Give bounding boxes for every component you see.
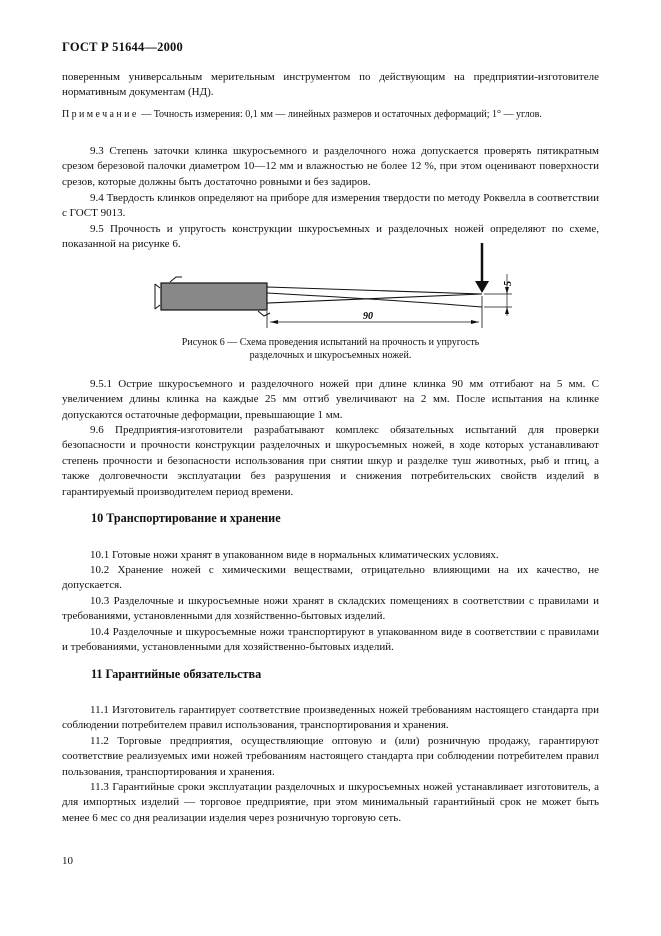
note-label: Примечание: [62, 109, 139, 120]
section-11-heading: 11 Гарантийные обязательства: [91, 667, 262, 681]
paragraph-9-5-1: 9.5.1 Острие шкуросъемного и разделочного ножей при длине клинка 90 мм отгибают на 5 мм. С увеличением длины клинка на каждые 25 мм отгиб увеличивают на 2 мм. После испытания на клинке допускаются остаточные деформации, превышающие 1 мм.: [62, 378, 599, 421]
paragraph-continuation: поверенным универсальным мерительным инструментом по действующим на предприятии-изготовителе нормативным документам (НД).: [62, 71, 599, 99]
paragraph-11-3: 11.3 Гарантийные сроки эксплуатации разделочных и шкуросъемных ножей устанавливает изготовитель, а для импортных изделий — торговое предприятие, при этом минимальный гарантийный срок не может быть менее 6 мес со дня реализации изделия через розничную торговую сеть.: [62, 781, 599, 824]
knife-handle: [161, 283, 267, 310]
page-number: 10: [62, 855, 73, 867]
paragraph-11-1: 11.1 Изготовитель гарантирует соответствие произведенных ножей требованиям настоящего стандарта при соблюдении потребителем правил использования, транспортирования и хранения.: [62, 704, 599, 732]
paragraph-11-2: 11.2 Торговые предприятия, осуществляющие оптовую и (или) розничную продажу, гарантируют соответствие реализуемых ими ножей требованиям настоящего стандарта при соблюдении потребителем правил пользования, транспортирования и хранения.: [62, 735, 599, 778]
dimension-90-label: 90: [363, 311, 373, 322]
figure-caption-line-1: Рисунок 6 — Схема проведения испытаний на прочность и упругость: [181, 337, 480, 348]
paragraph-9-3: 9.3 Степень заточки клинка шкуросъемного и разделочного ножа допускается проверять пятикратным срезом березовой палочки диаметром 10—12 мм и влажностью не более 12 %, при этом оценивают поверхности срезов, которые должны быть достаточно ровными и без задиров.: [62, 145, 599, 188]
clamp-left: [155, 284, 160, 309]
paragraph-9-5: 9.5 Прочность и упругость конструкции шкуросъемных и разделочных ножей определяют по схеме, показанной на рисунке 6.: [62, 223, 599, 251]
force-arrow-head: [475, 281, 489, 293]
paragraph-10-4: 10.4 Разделочные и шкуросъемные ножи транспортируют в упакованном виде в соответствии с правилами и требованиями, установленными для хозяйственно-бытовых изделий.: [62, 626, 599, 654]
note-text: — Точность измерения: 0,1 мм — линейных размеров и остаточных деформаций; 1° — углов.: [138, 109, 542, 120]
figure-6-diagram: [140, 240, 530, 330]
figure-caption-line-2: разделочных и шкуросъемных ножей.: [249, 350, 412, 361]
clamp-bottom: [258, 311, 270, 316]
paragraph-9-4: 9.4 Твердость клинков определяют на приборе для измерения твердости по методу Роквелла в соответствии с ГОСТ 9013.: [62, 192, 599, 220]
dimension-5-label: 5: [503, 281, 514, 286]
clamp-top: [170, 277, 182, 282]
paragraph-10-2: 10.2 Хранение ножей с химическими веществами, отрицательно влияющими на их качество, не допускается.: [62, 564, 599, 592]
note: [62, 107, 599, 122]
paragraph-10-3: 10.3 Разделочные и шкуросъемные ножи хранят в складских помещениях в соответствии с правилами и требованиями, установленными для хозяйственно-бытовых изделий.: [62, 595, 599, 623]
section-10-heading: 10 Транспортирование и хранение: [91, 511, 281, 525]
paragraph-10-1: 10.1 Готовые ножи хранят в упакованном виде в нормальных климатических условиях.: [90, 549, 499, 561]
document-header: ГОСТ Р 51644—2000: [62, 40, 183, 54]
paragraph-9-6: 9.6 Предприятия-изготовители разрабатывают комплекс обязательных испытаний для проверки безопасности и прочности конструкции разделочных и шкуросъемных ножей, в ходе которых устанавливают степень прочности и безопасности использования при снятии шкур и разделке туш животных, рыб и птиц, а также долговечности эксплуатации без разрушения и снижения потребительских свойств изделий в гарантируемый производителем период времени.: [62, 424, 599, 498]
